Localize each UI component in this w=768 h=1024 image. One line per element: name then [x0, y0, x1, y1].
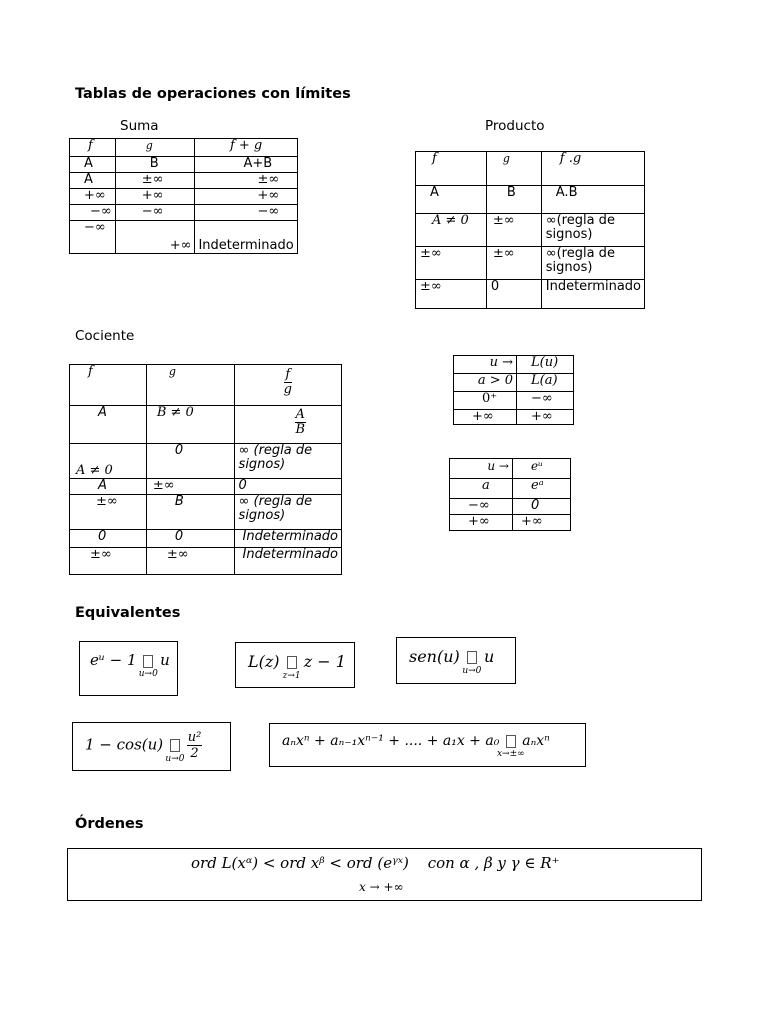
exp-cell: +∞ [513, 515, 571, 531]
cociente-cell: A [70, 479, 147, 495]
suma-cell: A [70, 157, 116, 173]
ordenes-label: Órdenes [75, 816, 144, 832]
table-row [454, 374, 574, 392]
cociente-cell: A ≠ 0 [70, 444, 147, 479]
approx-symbol-icon [287, 656, 297, 669]
equiv-rhs: u [483, 647, 495, 666]
table-row [70, 221, 298, 254]
producto-cell: Indeterminado [541, 280, 644, 309]
log-cell: +∞ [517, 410, 574, 425]
suma-cell: −∞ [195, 205, 297, 221]
exp-cell: a [450, 479, 513, 499]
suma-cell: Indeterminado [195, 221, 297, 254]
cociente-table [69, 364, 342, 575]
table-row [450, 499, 571, 515]
cociente-cell: B ≠ 0 [146, 406, 234, 444]
equivalence-box-log [235, 642, 355, 688]
suma-cell: −∞ [70, 221, 116, 254]
cociente-cell: ±∞ [146, 479, 234, 495]
table-row [70, 548, 342, 575]
cociente-header-den: g [283, 382, 292, 397]
producto-cell: A.B [541, 186, 644, 214]
cociente-cell: ∞ (regla de signos) [234, 495, 341, 530]
ordenes-formula: ord L(xᵅ) < ord xᵝ < ord (eᵞˣ) [191, 854, 409, 872]
cociente-cell: A [70, 406, 147, 444]
suma-cell: +∞ [115, 189, 195, 205]
producto-cell: A ≠ 0 [416, 214, 487, 247]
suma-cell: +∞ [115, 221, 195, 254]
suma-cell: +∞ [70, 189, 116, 205]
table-row [416, 247, 645, 280]
producto-cell: B [486, 186, 541, 214]
equivalence-box-polynomial [269, 723, 586, 767]
equiv-sub: u→0 [165, 753, 185, 764]
cociente-cell-den: B [295, 422, 306, 437]
table-row [450, 479, 571, 499]
table-row [70, 173, 298, 189]
producto-table [415, 151, 645, 309]
producto-cell: A [416, 186, 487, 214]
log-table [453, 355, 574, 425]
table-row [70, 444, 342, 479]
equiv-sub: u→0 [138, 669, 158, 679]
cociente-cell: 0 [70, 530, 147, 548]
exp-header-u: u → [450, 459, 513, 479]
log-cell: a > 0 [454, 374, 517, 392]
exp-cell: eᵃ [513, 479, 571, 499]
producto-label: Producto [485, 118, 545, 134]
equiv-rhs: aₙxⁿ [522, 733, 550, 749]
approx-symbol-icon [143, 655, 153, 668]
log-cell: 0⁺ [454, 392, 517, 410]
cociente-cell: Indeterminado [234, 548, 341, 575]
equiv-lhs: L(z) [248, 652, 280, 671]
log-cell: +∞ [454, 410, 517, 425]
equiv-lhs: 1 − cos(u) [85, 735, 164, 754]
cociente-cell: B [146, 495, 234, 530]
suma-label: Suma [120, 118, 159, 134]
exp-cell: +∞ [450, 515, 513, 531]
cociente-cell-quotient [234, 406, 341, 444]
table-row [454, 410, 574, 425]
cociente-header-num: f [285, 367, 291, 382]
ordenes-box [67, 848, 702, 901]
suma-header-g: g [115, 139, 195, 157]
producto-cell: ∞(regla de signos) [541, 214, 644, 247]
equiv-rhs-num: u² [187, 730, 202, 745]
equiv-sub: u→0 [462, 666, 482, 676]
table-row [416, 280, 645, 309]
table-row [450, 459, 571, 479]
exp-cell: 0 [513, 499, 571, 515]
suma-cell: B [115, 157, 195, 173]
producto-header-g: g [486, 152, 541, 186]
producto-cell: ±∞ [416, 247, 487, 280]
cociente-cell: ±∞ [70, 548, 147, 575]
equivalence-box-cos [72, 722, 231, 771]
producto-header-fg: f .g [541, 152, 644, 186]
approx-symbol-icon [467, 651, 477, 664]
cociente-cell: Indeterminado [234, 530, 341, 548]
suma-cell: A+B [195, 157, 297, 173]
producto-cell: ∞(regla de signos) [541, 247, 644, 280]
cociente-cell: ±∞ [146, 548, 234, 575]
exp-table [449, 458, 571, 531]
ordenes-sub: x → +∞ [359, 880, 404, 894]
log-cell: −∞ [517, 392, 574, 410]
cociente-header-row [70, 365, 342, 406]
suma-cell: ±∞ [115, 173, 195, 189]
exp-header-eu: eᵘ [513, 459, 571, 479]
equiv-sub: z→1 [282, 671, 301, 681]
suma-header-fg: f + g [195, 139, 297, 157]
equiv-sub: x→±∞ [496, 749, 525, 759]
table-row [416, 186, 645, 214]
equivalentes-label: Equivalentes [75, 605, 181, 621]
table-row [454, 356, 574, 374]
equivalence-box-exp [79, 641, 178, 696]
table-row [70, 406, 342, 444]
table-row [70, 530, 342, 548]
cociente-cell-num: A [295, 407, 305, 422]
equivalence-box-sen [396, 637, 516, 684]
table-row [70, 189, 298, 205]
suma-header-row [70, 139, 298, 157]
suma-cell: ±∞ [195, 173, 297, 189]
table-row [70, 495, 342, 530]
equiv-lhs: aₙxⁿ + aₙ₋₁xⁿ⁻¹ + .... + a₁x + a₀ [282, 733, 500, 749]
cociente-header-f: f [70, 365, 147, 406]
producto-header-row [416, 152, 645, 186]
producto-cell: ±∞ [416, 280, 487, 309]
table-row [450, 515, 571, 531]
cociente-cell: 0 [234, 479, 341, 495]
page-title: Tablas de operaciones con límites [75, 86, 351, 102]
cociente-cell: 0 [146, 444, 234, 479]
cociente-cell: ∞ (regla de signos) [234, 444, 341, 479]
log-cell: L(a) [517, 374, 574, 392]
exp-cell: −∞ [450, 499, 513, 515]
suma-cell: +∞ [195, 189, 297, 205]
suma-cell: A [70, 173, 116, 189]
cociente-cell: 0 [146, 530, 234, 548]
producto-cell: ±∞ [486, 214, 541, 247]
cociente-label: Cociente [75, 328, 135, 344]
table-row [70, 205, 298, 221]
cociente-header-g: g [146, 365, 234, 406]
suma-cell: −∞ [70, 205, 116, 221]
log-header-u: u → [454, 356, 517, 374]
equiv-rhs: u [160, 651, 170, 669]
table-row [454, 392, 574, 410]
producto-header-f: f [416, 152, 487, 186]
approx-symbol-icon [506, 735, 516, 748]
suma-table [69, 138, 298, 254]
cociente-cell: ±∞ [70, 495, 147, 530]
log-header-lu: L(u) [517, 356, 574, 374]
table-row [70, 479, 342, 495]
producto-cell: ±∞ [486, 247, 541, 280]
cociente-header-quotient [234, 365, 341, 406]
table-row [416, 214, 645, 247]
suma-cell: −∞ [115, 205, 195, 221]
equiv-lhs: sen(u) [409, 647, 460, 666]
equiv-rhs: z − 1 [303, 652, 346, 671]
producto-cell: 0 [486, 280, 541, 309]
equiv-lhs: eᵘ − 1 [90, 651, 137, 669]
ordenes-condition: con α , β y γ ∈ R⁺ [427, 854, 560, 872]
table-row [70, 157, 298, 173]
approx-symbol-icon [170, 739, 180, 752]
suma-header-f: f [70, 139, 116, 157]
equiv-rhs-den: 2 [190, 746, 199, 761]
